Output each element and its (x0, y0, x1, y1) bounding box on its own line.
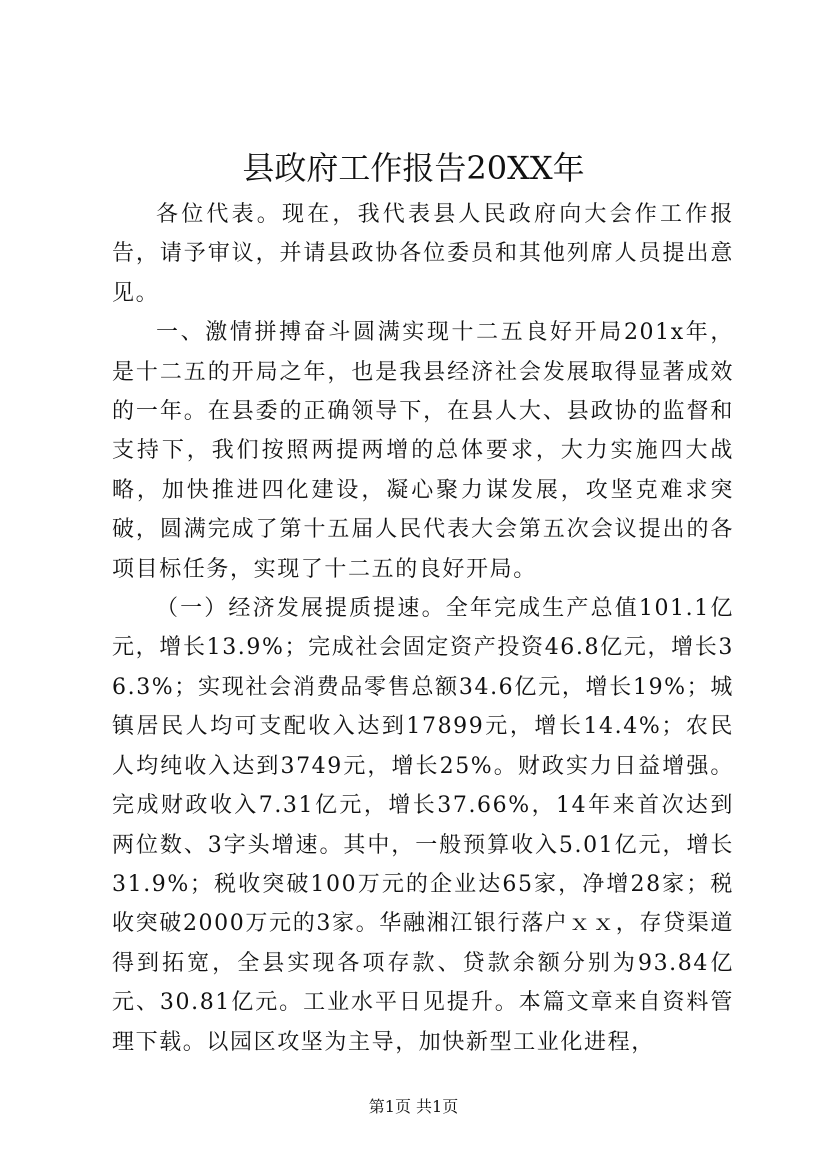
document-title: 县政府工作报告20XX年 (242, 149, 585, 187)
page-footer: 第1页 共1页 (368, 1097, 459, 1116)
paragraph-economy: （一）经济发展提质提速。全年完成生产总值101.1亿元，增长13.9%；完成社会固定资产投资46.8亿元，增长36.3%；实现社会消费品零售总额34.6亿元，增长19%；城镇居民人均可支配收入达到17899元，增长14.4%；农民人均纯收入达到3749元，增长25%。财政实力日益增强。完成财政收入7.31亿元，增长37.66%，14年来首次达到两位数、3字头增速。其中，一般预算收入5.01亿元，增长31.9%；税收突破100万元的企业达65家，净增28家；税收突破2000万元的3家。华融湘江银行落户ｘｘ，存贷渠道得到拓宽，全县实现各项存款、贷款余额分别为93.84亿元、30.81亿元。工业水平日见提升。本篇文章来自资料管理下载。以园区攻坚为主导，加快新型工业化进程， (112, 596, 734, 1055)
paragraph-intro: 各位代表。现在，我代表县人民政府向大会作工作报告，请予审议，并请县政协各位委员和其他列席人员提出意见。 (112, 202, 734, 306)
paragraph-section-one: 一、激情拼搏奋斗圆满实现十二五良好开局201x年，是十二五的开局之年，也是我县经济社会发展取得显著成效的一年。在县委的正确领导下，在县人大、县政协的监督和支持下，我们按照两提两增的总体要求，大力实施四大战略，加快推进四化建设，凝心聚力谋发展，攻坚克难求突破，圆满完成了第十五届人民代表大会第五次会议提出的各项目标任务，实现了十二五的良好开局。 (112, 320, 734, 582)
document-body (112, 195, 734, 1062)
